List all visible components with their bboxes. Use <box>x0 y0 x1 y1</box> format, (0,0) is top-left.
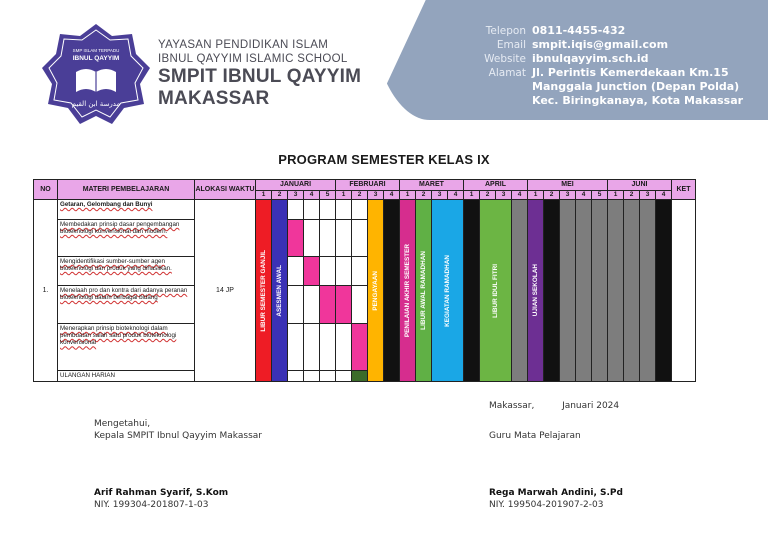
contact-value: smpit.iqis@gmail.com <box>532 38 669 51</box>
alokasi-value: 14 JP <box>195 200 256 382</box>
logo-name-text: IBNUL QAYYIM <box>72 55 120 62</box>
header-alokasi: ALOKASI WAKTU <box>195 180 256 200</box>
schedule-cell-pink <box>288 220 304 257</box>
schedule-cell-gray <box>512 200 528 382</box>
header-week: 2 <box>544 191 560 200</box>
schedule-cell-black <box>464 200 480 382</box>
header-week: 2 <box>624 191 640 200</box>
event-ujian-sekolah <box>528 200 544 382</box>
semester-table <box>33 179 696 382</box>
header-week: 2 <box>416 191 432 200</box>
schedule-cell-black <box>656 200 672 382</box>
signature-left-name: Arif Rahman Syarif, S.Kom <box>94 488 229 498</box>
schedule-cell <box>288 200 304 220</box>
event-libur-idul-fitri <box>480 200 512 382</box>
schedule-cell <box>336 220 352 257</box>
contact-row <box>470 66 760 80</box>
header-week: 5 <box>592 191 608 200</box>
materi-text: ULANGAN HARIAN <box>60 372 116 379</box>
school-identity <box>158 38 361 110</box>
event-libur-semester-ganjil <box>256 200 272 382</box>
contact-block <box>470 24 760 108</box>
contact-row <box>470 24 760 38</box>
contact-label <box>470 80 532 94</box>
contact-label <box>470 94 532 108</box>
header-week: 3 <box>432 191 448 200</box>
event-label: ASESMEN AWAL <box>276 264 283 317</box>
event-label: UJIAN SEKOLAH <box>532 264 539 317</box>
header-week: 4 <box>576 191 592 200</box>
header-week: 3 <box>560 191 576 200</box>
event-label: LIBUR IDUL FITRI <box>492 263 499 318</box>
header-week: 4 <box>656 191 672 200</box>
event-penilaian-akhir-semester <box>400 200 416 382</box>
schedule-cell <box>304 324 320 371</box>
signature-left-niy: NIY. 199304-201807-1-03 <box>94 500 209 510</box>
school-name-line1: SMPIT IBNUL QAYYIM <box>158 66 362 87</box>
schedule-cell-gray <box>640 200 656 382</box>
signature-left-line1: Mengetahui, <box>94 419 151 429</box>
materi-item <box>58 324 195 371</box>
header-week: 1 <box>336 191 352 200</box>
document-title: PROGRAM SEMESTER KELAS IX <box>278 152 490 167</box>
school-logo <box>40 22 152 128</box>
contact-row <box>470 80 760 94</box>
header-month: JANUARI <box>256 180 336 191</box>
header-ket: KET <box>672 180 696 200</box>
materi-text: Membedakan prinsip dasar pengembangan bioteknologi konvensional dan modern. <box>60 221 180 236</box>
header-month: MEI <box>528 180 608 191</box>
header-week: 4 <box>512 191 528 200</box>
contact-row <box>470 38 760 52</box>
schedule-cell-pink <box>352 324 368 371</box>
signature-right-niy: NIY. 199504-201907-2-03 <box>489 500 604 510</box>
header-month: APRIL <box>464 180 528 191</box>
signature-place-date <box>489 400 619 412</box>
header-week: 3 <box>640 191 656 200</box>
event-label: LIBUR AWAL RAMADHAN <box>420 251 427 330</box>
header-week: 3 <box>368 191 384 200</box>
signature-place: Makassar, <box>489 401 535 411</box>
signature-left-heading <box>94 418 262 442</box>
schedule-cell <box>352 200 368 220</box>
schedule-cell <box>336 200 352 220</box>
contact-label: Email <box>496 39 526 51</box>
contact-row <box>470 52 760 66</box>
header-week: 2 <box>352 191 368 200</box>
row-number: 1. <box>34 200 58 382</box>
contact-value: Kec. Biringkanaya, Kota Makassar <box>532 94 744 107</box>
event-asesmen-awal <box>272 200 288 382</box>
signature-right-name: Rega Marwah Andini, S.Pd <box>489 488 623 498</box>
schedule-cell <box>288 286 304 324</box>
header-week: 4 <box>384 191 400 200</box>
schedule-cell <box>352 220 368 257</box>
header-no: NO <box>34 180 58 200</box>
schedule-cell-green <box>352 371 368 382</box>
header-week: 5 <box>320 191 336 200</box>
schedule-cell-pink <box>304 257 320 286</box>
schedule-cell <box>320 200 336 220</box>
header-week: 1 <box>528 191 544 200</box>
header-week: 4 <box>304 191 320 200</box>
header-week: 1 <box>464 191 480 200</box>
event-kegiatan-ramadhan <box>432 200 464 382</box>
ket-cell <box>672 200 696 382</box>
header-month: MARET <box>400 180 464 191</box>
contact-value: Manggala Junction (Depan Polda) <box>532 80 740 93</box>
schedule-cell <box>352 257 368 286</box>
header-week: 2 <box>272 191 288 200</box>
header-week: 3 <box>496 191 512 200</box>
schedule-cell-gray <box>624 200 640 382</box>
schedule-cell-black <box>384 200 400 382</box>
schedule-cell <box>304 371 320 382</box>
event-label: PENGAYAAN <box>372 270 379 311</box>
header-month: FEBRUARI <box>336 180 400 191</box>
header-month: JUNI <box>608 180 672 191</box>
foundation-name: YAYASAN PENDIDIKAN ISLAM <box>158 39 329 51</box>
signature-left-line2: Kepala SMPIT Ibnul Qayyim Makassar <box>94 431 262 441</box>
contact-row <box>470 94 760 108</box>
schedule-cell <box>320 257 336 286</box>
event-label: LIBUR SEMESTER GANJIL <box>260 249 267 332</box>
schedule-cell <box>320 324 336 371</box>
event-pengayaan <box>368 200 384 382</box>
schedule-cell <box>288 371 304 382</box>
contact-value: 0811-4455-432 <box>532 24 626 37</box>
materi-topic <box>58 200 195 220</box>
materi-item <box>58 220 195 257</box>
schedule-cell-pink <box>336 286 352 324</box>
event-label: PENILAIAN AKHIR SEMESTER <box>404 243 411 338</box>
header-week: 4 <box>448 191 464 200</box>
signature-date: Januari 2024 <box>562 401 620 411</box>
schedule-cell <box>304 220 320 257</box>
materi-item <box>58 257 195 286</box>
signature-right-role: Guru Mata Pelajaran <box>489 431 581 441</box>
event-label: KEGIATAN RAMADHAN <box>444 254 451 327</box>
schedule-cell-pink <box>320 286 336 324</box>
school-name-line2: MAKASSAR <box>158 88 270 109</box>
contact-label: Telepon <box>485 25 526 37</box>
header-week: 1 <box>256 191 272 200</box>
contact-value: Jl. Perintis Kemerdekaan Km.15 <box>532 66 729 79</box>
signature-left-block <box>94 487 228 511</box>
event-libur-awal-ramadhan <box>416 200 432 382</box>
semester-table-wrap <box>33 179 696 382</box>
materi-text: Mengidentifikasi sumber-sumber agen bioteknologi dan produk yang dihasilkan. <box>60 258 172 273</box>
schedule-cell-black <box>544 200 560 382</box>
schedule-cell <box>304 286 320 324</box>
contact-value: ibnulqayyim.sch.id <box>532 52 649 65</box>
contact-label: Website <box>484 53 526 65</box>
schedule-cell <box>352 286 368 324</box>
header-week: 3 <box>288 191 304 200</box>
schedule-cell <box>320 220 336 257</box>
schedule-cell <box>304 200 320 220</box>
header-materi: MATERI PEMBELAJARAN <box>58 180 195 200</box>
header-week: 2 <box>480 191 496 200</box>
schedule-cell-gray <box>608 200 624 382</box>
signature-right-block <box>489 487 623 511</box>
schedule-cell <box>336 324 352 371</box>
header-week: 1 <box>608 191 624 200</box>
header-week: 1 <box>400 191 416 200</box>
schedule-cell <box>336 371 352 382</box>
schedule-cell <box>320 371 336 382</box>
schedule-cell-gray <box>560 200 576 382</box>
materi-text: Menelaah pro dan kontra dari adanya peranan bioteknologi dalam berbagai bidang <box>60 287 188 302</box>
materi-text: Getaran, Gelombang dan Bunyi <box>60 201 153 208</box>
schedule-cell <box>288 257 304 286</box>
schedule-cell-gray <box>592 200 608 382</box>
school-english-name: IBNUL QAYYIM ISLAMIC SCHOOL <box>158 53 348 65</box>
materi-text: Menerapkan prinsip bioteknologi dalam pembuatan salah satu produk bioteknologi konvensional <box>60 325 177 347</box>
contact-label: Alamat <box>488 67 526 79</box>
logo-arabic-text: مدرسة ابن القيم <box>71 100 121 108</box>
schedule-cell <box>336 257 352 286</box>
materi-item <box>58 286 195 324</box>
logo-top-text: SMP ISLAM TERPADU <box>72 48 120 53</box>
materi-item <box>58 371 195 382</box>
schedule-cell-gray <box>576 200 592 382</box>
schedule-cell <box>288 324 304 371</box>
